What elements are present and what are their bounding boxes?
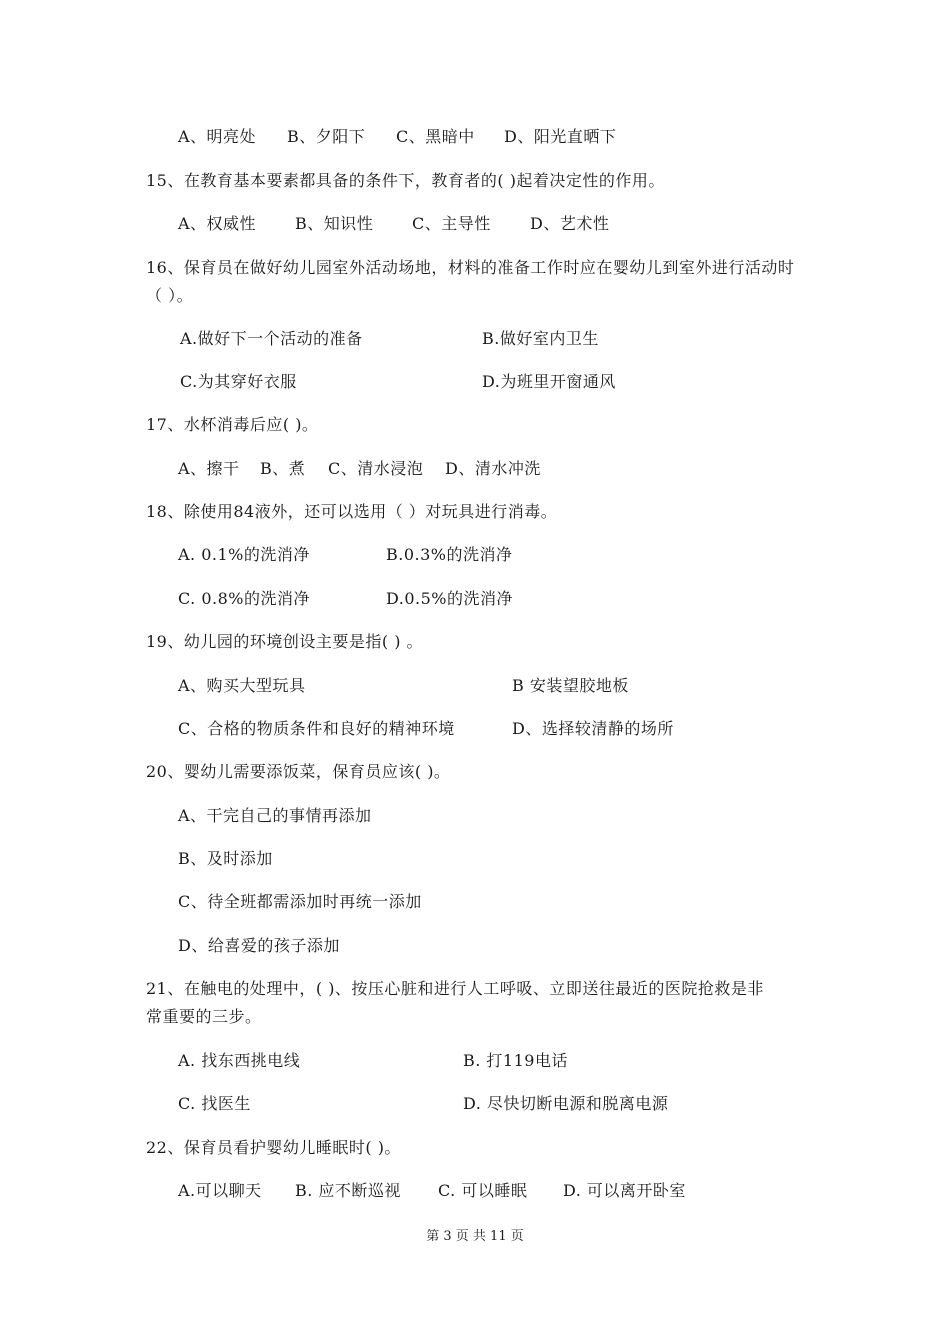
q14-option-a: A、明亮处 <box>178 127 257 146</box>
q15-option-d: D、艺术性 <box>530 214 610 233</box>
q16-option-d: D.为班里开窗通风 <box>482 372 616 391</box>
q16-stem-line2: （ ）。 <box>146 286 194 305</box>
q19-option-b: B 安装望胶地板 <box>512 676 629 695</box>
q20-option-c: C、待全班都需添加时再统一添加 <box>178 892 422 911</box>
q15-option-b: B、知识性 <box>295 214 374 233</box>
q16-option-c: C.为其穿好衣服 <box>180 372 297 391</box>
q17-option-a: A、擦干 <box>178 459 240 478</box>
q22-stem: 22、保育员看护婴幼儿睡眠时( )。 <box>146 1138 401 1157</box>
q19-stem: 19、幼儿园的环境创设主要是指( ) 。 <box>146 632 424 651</box>
q22-option-c: C. 可以睡眠 <box>438 1181 528 1200</box>
q22-option-d: D. 可以离开卧室 <box>563 1181 686 1200</box>
q20-stem: 20、婴幼儿需要添饭菜，保育员应该( )。 <box>146 762 451 781</box>
q17-option-d: D、清水冲洗 <box>445 459 541 478</box>
q18-stem: 18、除使用84液外，还可以选用（ ）对玩具进行消毒。 <box>146 502 558 521</box>
q16-option-b: B.做好室内卫生 <box>482 329 599 348</box>
q21-option-b: B. 打119电话 <box>463 1051 568 1070</box>
q17-option-b: B、煮 <box>260 459 306 478</box>
q19-option-c: C、合格的物质条件和良好的精神环境 <box>178 719 455 738</box>
q15-option-c: C、主导性 <box>412 214 491 233</box>
q18-option-c: C. 0.8%的洗消净 <box>178 589 310 608</box>
q18-option-b: B.0.3%的洗消净 <box>386 545 513 564</box>
q15-option-a: A、权威性 <box>178 214 257 233</box>
q17-stem: 17、水杯消毒后应( )。 <box>146 415 319 434</box>
q20-option-a: A、干完自己的事情再添加 <box>178 806 372 825</box>
q14-option-b: B、夕阳下 <box>287 127 366 146</box>
q19-option-d: D、选择较清静的场所 <box>512 719 674 738</box>
q21-stem-line2: 常重要的三步。 <box>146 1007 262 1026</box>
q20-option-d: D、给喜爱的孩子添加 <box>178 936 340 955</box>
page-number-footer: 第 3 页 共 11 页 <box>426 1229 524 1244</box>
q15-stem: 15、在教育基本要素都具备的条件下，教育者的( )起着决定性的作用。 <box>146 171 665 190</box>
q14-option-c: C、黑暗中 <box>396 127 475 146</box>
q22-option-b: B. 应不断巡视 <box>295 1181 401 1200</box>
q16-option-a: A.做好下一个活动的准备 <box>180 329 363 348</box>
q17-option-c: C、清水浸泡 <box>328 459 424 478</box>
q18-option-d: D.0.5%的洗消净 <box>386 589 513 608</box>
q18-option-a: A. 0.1%的洗消净 <box>178 545 310 564</box>
q21-stem-line1: 21、在触电的处理中，( )、按压心脏和进行人工呼吸、立即送往最近的医院抢救是非 <box>146 979 764 998</box>
q21-option-a: A. 找东西挑电线 <box>178 1051 301 1070</box>
q14-option-d: D、阳光直晒下 <box>504 127 617 146</box>
q21-option-c: C. 找医生 <box>178 1094 251 1113</box>
q16-stem-line1: 16、保育员在做好幼儿园室外活动场地，材料的准备工作时应在婴幼儿到室外进行活动时 <box>146 258 795 277</box>
q21-option-d: D. 尽快切断电源和脱离电源 <box>463 1094 669 1113</box>
q22-option-a: A.可以聊天 <box>178 1181 262 1200</box>
q19-option-a: A、购买大型玩具 <box>178 676 306 695</box>
q20-option-b: B、及时添加 <box>178 849 273 868</box>
